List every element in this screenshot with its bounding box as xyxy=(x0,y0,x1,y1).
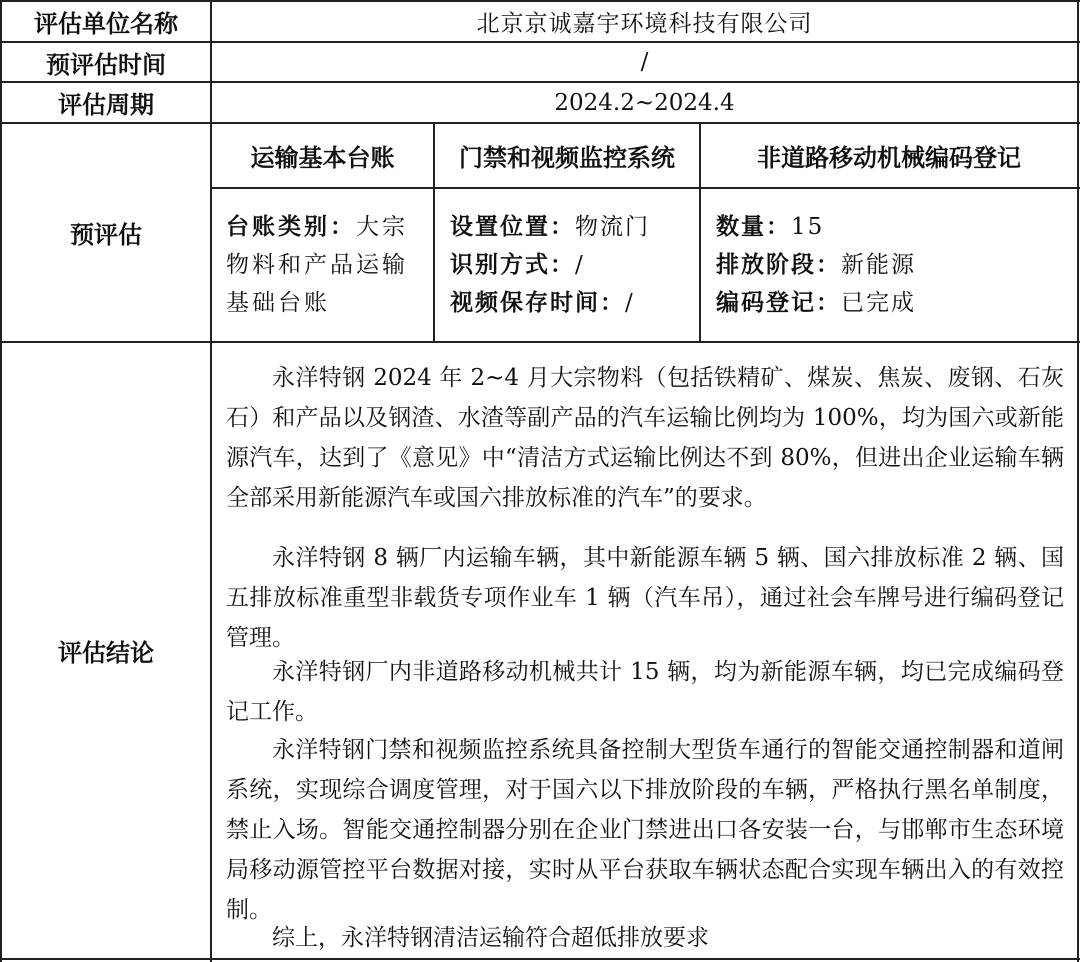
video-retention-key: 视频保存时间： xyxy=(450,290,625,316)
quantity-key: 数量： xyxy=(716,214,791,240)
detail-line xyxy=(716,208,1066,246)
access-control-detail xyxy=(450,208,695,322)
detail-line xyxy=(716,246,1066,284)
time-label: 预评估时间 xyxy=(46,50,166,79)
location-value: 物流门 xyxy=(575,214,650,240)
table-border xyxy=(1077,0,1079,962)
ledger-type-key: 台账类别： xyxy=(226,214,356,240)
period-value: 2024.2~2024.4 xyxy=(554,89,735,116)
detail-line xyxy=(450,246,695,284)
table-border xyxy=(0,958,1080,960)
col-header-access-control: 门禁和视频监控系统 xyxy=(459,144,675,172)
col-header-machinery: 非道路移动机械编码登记 xyxy=(757,144,1021,172)
conclusion-paragraph: 综上，永洋特钢清洁运输符合超低排放要求 xyxy=(272,925,709,951)
location-key: 设置位置： xyxy=(450,214,575,240)
unit-label: 评估单位名称 xyxy=(34,10,178,38)
period-label: 评估周期 xyxy=(58,91,154,119)
conclusion-paragraph: 永洋特钢门禁和视频监控系统具备控制大型货车通行的智能交通控制器和道闸系统，实现综合调度管理，对于国六以下排放阶段的车辆，严格执行黑名单制度，禁止入场。智能交通控制器分别在企业门禁进出口各安装一台，与邯郸市生态环境局移动源管控平台数据对接，实时从平台获取车辆状态配合实现车辆出入的有效控制。 xyxy=(226,737,1064,923)
conclusion-paragraph: 永洋特钢 8 辆厂内运输车辆，其中新能源车辆 5 辆、国六排放标准 2 辆、国五排放标准重型非载货专项作业车 1 辆（汽车吊），通过社会车牌号进行编码登记管理。 xyxy=(226,545,1064,651)
table-border xyxy=(210,187,1080,189)
ledger-type-value: 大宗物料和产品运输基础台账 xyxy=(226,214,408,316)
col-header-ledger: 运输基本台账 xyxy=(250,144,395,172)
machinery-detail xyxy=(716,208,1066,322)
registration-value: 已完成 xyxy=(841,290,916,316)
emission-stage-key: 排放阶段： xyxy=(716,252,841,278)
ledger-detail xyxy=(226,208,414,322)
conclusion-paragraph: 永洋特钢厂内非道路移动机械共计 15 辆，均为新能源车辆，均已完成编码登记工作。 xyxy=(226,659,1064,725)
pre-evaluation-label: 预评估 xyxy=(70,221,142,249)
video-retention-value: / xyxy=(625,290,635,316)
recognition-key: 识别方式： xyxy=(450,252,575,278)
quantity-value: 15 xyxy=(791,214,825,240)
unit-value: 北京京诚嘉宇环境科技有限公司 xyxy=(476,11,813,37)
conclusion-label: 评估结论 xyxy=(58,639,154,667)
detail-line xyxy=(716,284,1066,322)
time-value: / xyxy=(640,49,649,75)
registration-key: 编码登记： xyxy=(716,290,841,316)
conclusion-paragraph: 永洋特钢 2024 年 2~4 月大宗物料（包括铁精矿、煤炭、焦炭、废钢、石灰石）和产品以及钢渣、水渣等副产品的汽车运输比例均为 100%，均为国六或新能源汽车，达到了《意见》中“清洁方式运输比例达不到 80%，但进出企业运输车辆全部采用新能源汽车或国六排放标准的汽车”的要求。 xyxy=(226,365,1064,511)
recognition-value: / xyxy=(575,252,585,278)
detail-line xyxy=(450,284,695,322)
emission-stage-value: 新能源 xyxy=(841,252,916,278)
detail-line xyxy=(450,208,695,246)
